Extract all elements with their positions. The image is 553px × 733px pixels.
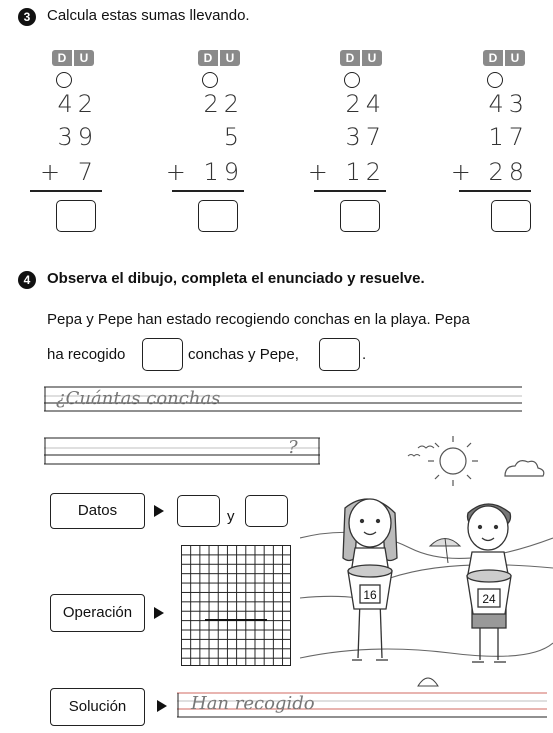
sum-answer-box[interactable] <box>198 200 238 232</box>
addend-1: 24 <box>345 90 386 118</box>
bird-icon <box>408 455 420 457</box>
datos-y: y <box>227 508 235 525</box>
tens-label: D <box>483 50 503 66</box>
tens-label: D <box>340 50 360 66</box>
sum-answer-box[interactable] <box>491 200 531 232</box>
problem-text-part-b: conchas y Pepe, <box>188 346 299 363</box>
carry-circle[interactable] <box>487 72 503 88</box>
shell-icon <box>418 678 438 686</box>
addend-2: 37 <box>345 123 386 151</box>
sum-line <box>459 190 531 192</box>
arrow-right-icon <box>154 505 164 517</box>
datos-box-2[interactable] <box>245 495 288 527</box>
tens-label: D <box>52 50 72 66</box>
solucion-label: Solución <box>50 688 145 726</box>
solution-writing-line[interactable] <box>177 689 547 719</box>
addend-1: 42 <box>57 90 98 118</box>
du-header <box>340 50 382 66</box>
units-label: U <box>505 50 525 66</box>
sum-answer-box[interactable] <box>340 200 380 232</box>
arrow-right-icon <box>154 607 164 619</box>
du-header <box>198 50 240 66</box>
addend-3: + 28 <box>450 158 529 186</box>
question-mark: ? <box>288 437 298 458</box>
problem-text-line1: Pepa y Pepe han estado recogiendo conchas en la playa. Pepa <box>47 311 470 328</box>
addend-3: + 12 <box>307 158 386 186</box>
sum-column <box>307 50 400 235</box>
sum-answer-box[interactable] <box>56 200 96 232</box>
arrow-right-icon <box>157 700 167 712</box>
writing-lines <box>44 437 320 465</box>
tens-label: D <box>198 50 218 66</box>
pepa-count-box[interactable] <box>142 338 183 371</box>
addend-3: + 19 <box>165 158 244 186</box>
units-label: U <box>362 50 382 66</box>
units-label: U <box>220 50 240 66</box>
question-writing-line-2[interactable] <box>44 437 320 465</box>
du-header <box>52 50 94 66</box>
girl-bucket <box>348 565 392 609</box>
problem-text-end: . <box>362 346 367 363</box>
exercise-number-badge: 3 <box>18 8 36 26</box>
sum-line <box>314 190 386 192</box>
addend-1: 22 <box>203 90 244 118</box>
sum-line <box>30 190 102 192</box>
exercise-number-badge: 4 <box>18 271 36 289</box>
girl-bucket-number: 16 <box>363 588 377 602</box>
problem-text-part-a: ha recogido <box>47 346 126 363</box>
addend-1: 43 <box>488 90 529 118</box>
datos-box-1[interactable] <box>177 495 220 527</box>
sum-column <box>165 50 258 235</box>
question-writing-line[interactable] <box>44 386 522 412</box>
question-start-text: ¿Cuántas conchas <box>56 388 221 409</box>
pepe-count-box[interactable] <box>319 338 360 371</box>
boy-bucket-number: 24 <box>482 592 496 606</box>
cloud-icon <box>505 461 544 476</box>
sun-icon <box>428 436 478 486</box>
exercise-title: Calcula estas sumas llevando. <box>47 7 250 24</box>
beach-illustration <box>300 428 553 693</box>
sum-column <box>450 50 543 235</box>
units-label: U <box>74 50 94 66</box>
addend-2: 5 <box>223 123 244 151</box>
sum-line <box>172 190 244 192</box>
carry-circle[interactable] <box>56 72 72 88</box>
carry-circle[interactable] <box>344 72 360 88</box>
sum-column <box>39 50 112 235</box>
du-header <box>483 50 525 66</box>
datos-label: Datos <box>50 493 145 529</box>
operacion-label: Operación <box>50 594 145 632</box>
addend-3: + 7 <box>39 158 98 186</box>
addend-2: 39 <box>57 123 98 151</box>
addend-2: 17 <box>488 123 529 151</box>
grid-sum-line <box>205 619 267 621</box>
exercise-title: Observa el dibujo, completa el enunciado y resuelve. <box>47 270 425 287</box>
operation-grid[interactable] <box>181 545 291 666</box>
carry-circle[interactable] <box>202 72 218 88</box>
bird-icon <box>418 446 434 448</box>
solution-start-text: Han recogido <box>191 693 315 714</box>
beach-drawing <box>300 428 553 693</box>
